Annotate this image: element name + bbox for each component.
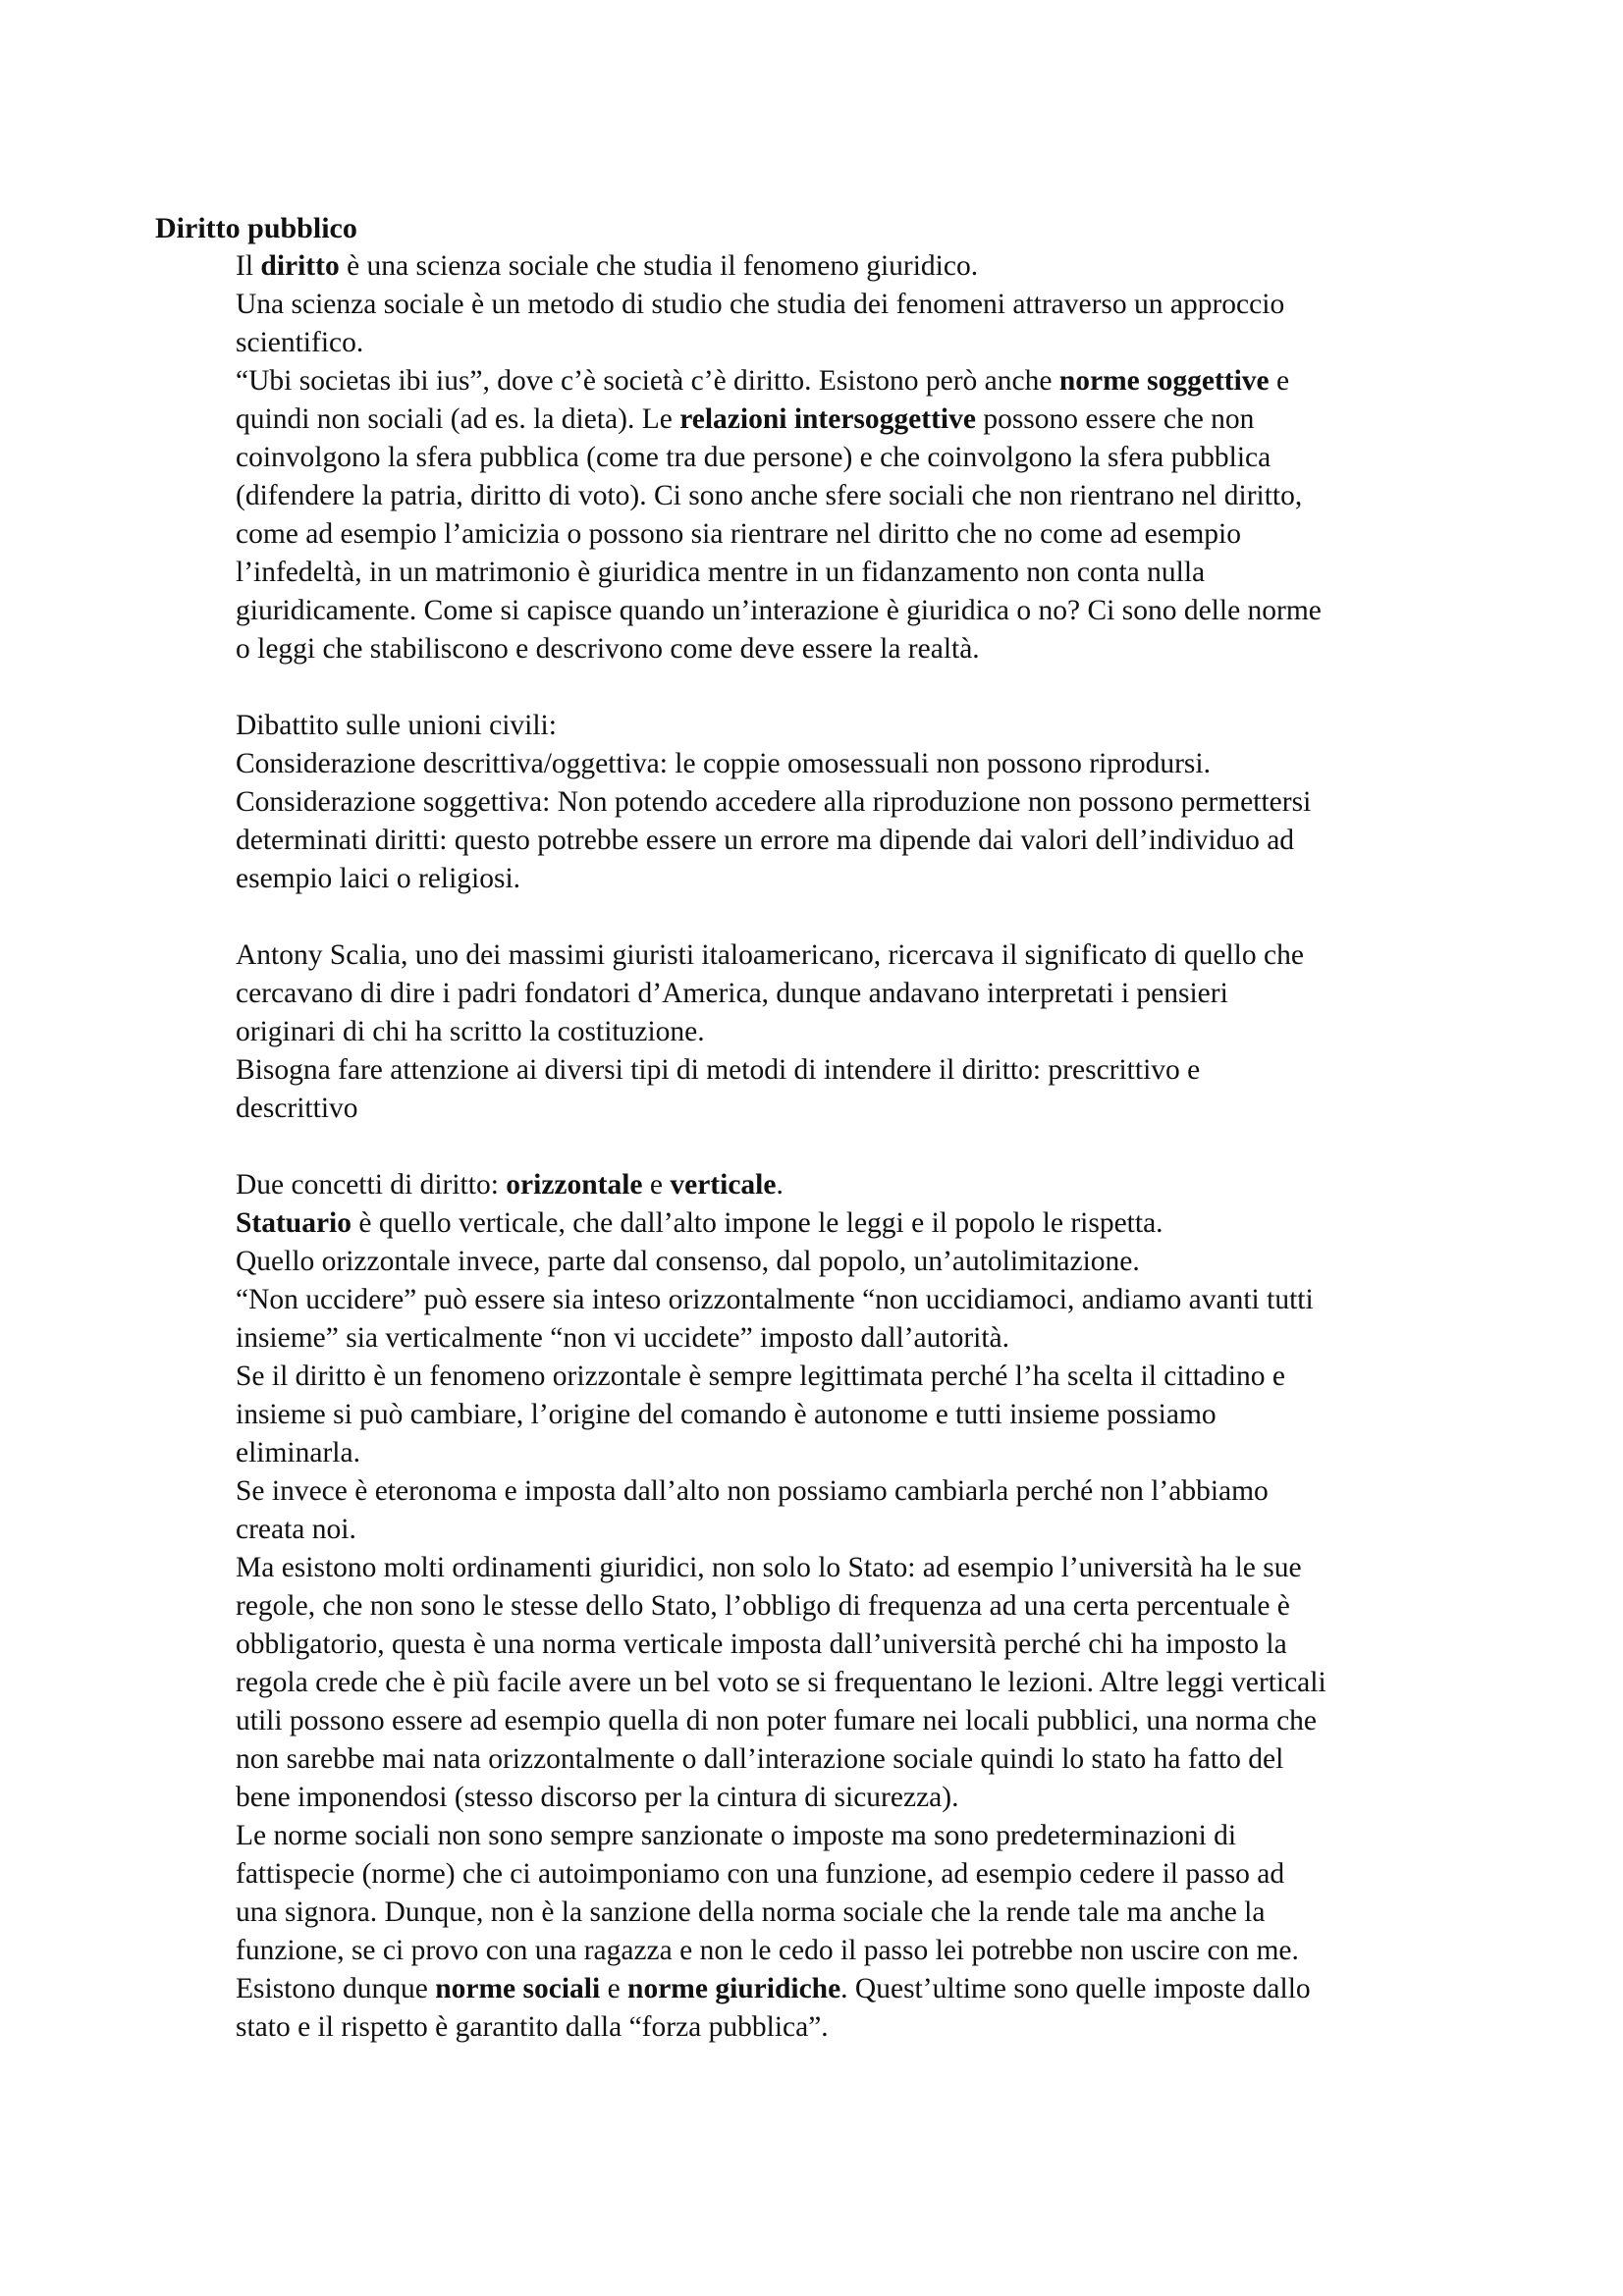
text-segment: e (642, 1169, 671, 1201)
text-line (236, 1970, 1492, 2008)
text-line (236, 1166, 1492, 1204)
text-line (236, 630, 1492, 668)
text-line (236, 1013, 1492, 1051)
text-segment: coinvolgono la sfera pubblica (come tra due persone) e che coinvolgono la sfera pubblica (236, 442, 1271, 473)
bold-term: norme giuridiche (627, 1973, 841, 2004)
bold-term: relazioni intersoggettive (679, 403, 976, 435)
text-line (236, 1894, 1492, 1932)
paragraph-gap (236, 898, 1492, 936)
text-line (236, 1396, 1492, 1434)
text-line (236, 1358, 1492, 1396)
text-line (236, 400, 1492, 439)
text-segment: stato e il rispetto è garantito dalla “forza pubblica”. (236, 2011, 829, 2043)
text-segment: Le norme sociali non sono sempre sanzionate o imposte ma sono predeterminazioni di (236, 1820, 1237, 1851)
text-line (236, 1281, 1492, 1319)
text-segment: possono essere che non (975, 403, 1255, 435)
text-line (236, 324, 1492, 362)
text-line (236, 1511, 1492, 1549)
text-segment: scientifico. (236, 327, 364, 358)
text-segment: Considerazione soggettiva: Non potendo accedere alla riproduzione non possono permettersi (236, 786, 1312, 818)
text-line (236, 1587, 1492, 1626)
text-line (236, 2008, 1492, 2047)
text-line (236, 362, 1492, 400)
text-line (236, 554, 1492, 592)
text-segment: è quello verticale, che dall’alto impone le leggi e il popolo le rispetta. (352, 1207, 1163, 1239)
text-line (236, 1932, 1492, 1970)
text-line (236, 592, 1492, 630)
text-segment: una signora. Dunque, non è la sanzione della norma sociale che la rende tale ma anche la (236, 1896, 1266, 1928)
bold-term: orizzontale (506, 1169, 643, 1201)
text-segment: Il (236, 250, 261, 282)
text-line (236, 1626, 1492, 1664)
text-line (236, 1740, 1492, 1779)
text-segment: è una scienza sociale che studia il fenomeno giuridico. (339, 250, 979, 282)
paragraph-gap (236, 1128, 1492, 1166)
text-line (236, 707, 1492, 745)
text-segment: (difendere la patria, diritto di voto). Ci sono anche sfere sociali che non rientrano nel diritto, (236, 480, 1303, 511)
text-segment: Esistono dunque (236, 1973, 436, 2004)
text-segment: eliminarla. (236, 1437, 360, 1468)
text-segment: . Quest’ultime sono quelle imposte dallo (840, 1973, 1311, 2004)
text-line (236, 477, 1492, 515)
text-segment: o leggi che stabiliscono e descrivono come deve essere la realtà. (236, 633, 980, 665)
text-line (236, 1664, 1492, 1702)
text-segment: come ad esempio l’amicizia o possono sia rientrare nel diritto che no come ad esempio (236, 518, 1241, 550)
text-line (236, 1051, 1492, 1090)
text-line (236, 1817, 1492, 1855)
text-line (236, 1472, 1492, 1511)
text-segment: cercavano di dire i padri fondatori d’America, dunque andavano interpretati i pensieri (236, 978, 1228, 1009)
text-segment: “Ubi societas ibi ius”, dove c’è società c’è diritto. Esistono però anche (236, 365, 1059, 397)
page-title: Diritto pubblico (155, 212, 357, 244)
text-segment: determinati diritti: questo potrebbe essere un errore ma dipende dai valori dell’individuo ad (236, 825, 1295, 856)
text-segment: Bisogna fare attenzione ai diversi tipi di metodi di intendere il diritto: prescrittivo e (236, 1054, 1201, 1086)
bold-term: norme soggettive (1058, 365, 1270, 397)
text-segment: e (600, 1973, 628, 2004)
text-line (236, 936, 1492, 975)
text-line (236, 1702, 1492, 1740)
text-line (236, 783, 1492, 822)
text-segment: quindi non sociali (ad es. la dieta). Le (236, 403, 680, 435)
bold-term: verticale (670, 1169, 777, 1201)
paragraph-gap (236, 668, 1492, 707)
text-segment: originari di chi ha scritto la costituzione. (236, 1016, 705, 1047)
text-segment: fattispecie (norme) che ci autoimponiamo con una funzione, ad esempio cedere il passo ad (236, 1858, 1285, 1890)
text-segment: funzione, se ci provo con una ragazza e non le cedo il passo lei potrebbe non uscire con me. (236, 1935, 1299, 1966)
text-segment: insieme si può cambiare, l’origine del comando è autonome e tutti insieme possiamo (236, 1399, 1217, 1430)
text-segment: esempio laici o religiosi. (236, 863, 521, 894)
text-segment: . (776, 1169, 784, 1201)
text-segment: Considerazione descrittiva/oggettiva: le coppie omosessuali non possono riprodursi. (236, 748, 1211, 779)
text-line (236, 975, 1492, 1013)
text-segment: l’infedeltà, in un matrimonio è giuridica mentre in un fidanzamento non conta nulla (236, 557, 1206, 588)
text-line (236, 247, 1492, 286)
text-segment: “Non uccidere” può essere sia inteso orizzontalmente “non uccidiamoci, andiamo avanti tutti (236, 1284, 1314, 1315)
text-segment: bene imponendosi (stesso discorso per la cintura di sicurezza). (236, 1782, 959, 1813)
text-segment: insieme” sia verticalmente “non vi uccidete” imposto dall’autorità. (236, 1322, 1010, 1354)
text-segment: Una scienza sociale è un metodo di studio che studia dei fenomeni attraverso un approccio (236, 289, 1285, 320)
text-segment: Quello orizzontale invece, parte dal consenso, dal popolo, un’autolimitazione. (236, 1246, 1140, 1277)
text-line (236, 860, 1492, 898)
text-segment: Dibattito sulle unioni civili: (236, 710, 557, 741)
document-body (236, 247, 1492, 2047)
text-segment: obbligatorio, questa è una norma verticale imposta dall’università perché chi ha imposto la (236, 1629, 1287, 1660)
text-segment: Antony Scalia, uno dei massimi giuristi italoamericano, ricercava il significato di quello che (236, 939, 1304, 971)
text-line (236, 1204, 1492, 1243)
text-segment: descrittivo (236, 1093, 358, 1124)
text-segment: e (1269, 365, 1290, 397)
bold-term: norme sociali (435, 1973, 601, 2004)
text-line (236, 1090, 1492, 1128)
text-line (236, 439, 1492, 477)
text-segment: regola crede che è più facile avere un bel voto se si frequentano le lezioni. Altre leggi verticali (236, 1667, 1326, 1698)
text-line (236, 1243, 1492, 1281)
text-line (236, 745, 1492, 783)
text-line (236, 1779, 1492, 1817)
text-line (236, 1434, 1492, 1472)
bold-term: diritto (260, 250, 340, 282)
text-line (236, 286, 1492, 324)
text-segment: utili possono essere ad esempio quella di non poter fumare nei locali pubblici, una norma che (236, 1705, 1318, 1736)
text-line (236, 515, 1492, 554)
text-segment: Se invece è eteronoma e imposta dall’alto non possiamo cambiarla perché non l’abbiamo (236, 1475, 1269, 1507)
text-segment: Se il diritto è un fenomeno orizzontale è sempre legittimata perché l’ha scelta il cittadino e (236, 1361, 1285, 1392)
text-segment: non sarebbe mai nata orizzontalmente o dall’interazione sociale quindi lo stato ha fatto del (236, 1743, 1284, 1775)
text-line (236, 1549, 1492, 1587)
bold-term: Statuario (236, 1207, 352, 1239)
text-line (236, 1319, 1492, 1358)
text-line (236, 822, 1492, 860)
text-line (236, 1855, 1492, 1894)
text-segment: giuridicamente. Come si capisce quando un’interazione è giuridica o no? Ci sono delle norme (236, 595, 1322, 626)
text-segment: creata noi. (236, 1514, 356, 1545)
text-segment: Ma esistono molti ordinamenti giuridici, non solo lo Stato: ad esempio l’università ha le sue (236, 1552, 1302, 1583)
text-segment: Due concetti di diritto: (236, 1169, 507, 1201)
text-segment: regole, che non sono le stesse dello Stato, l’obbligo di frequenza ad una certa percentuale è (236, 1590, 1290, 1622)
